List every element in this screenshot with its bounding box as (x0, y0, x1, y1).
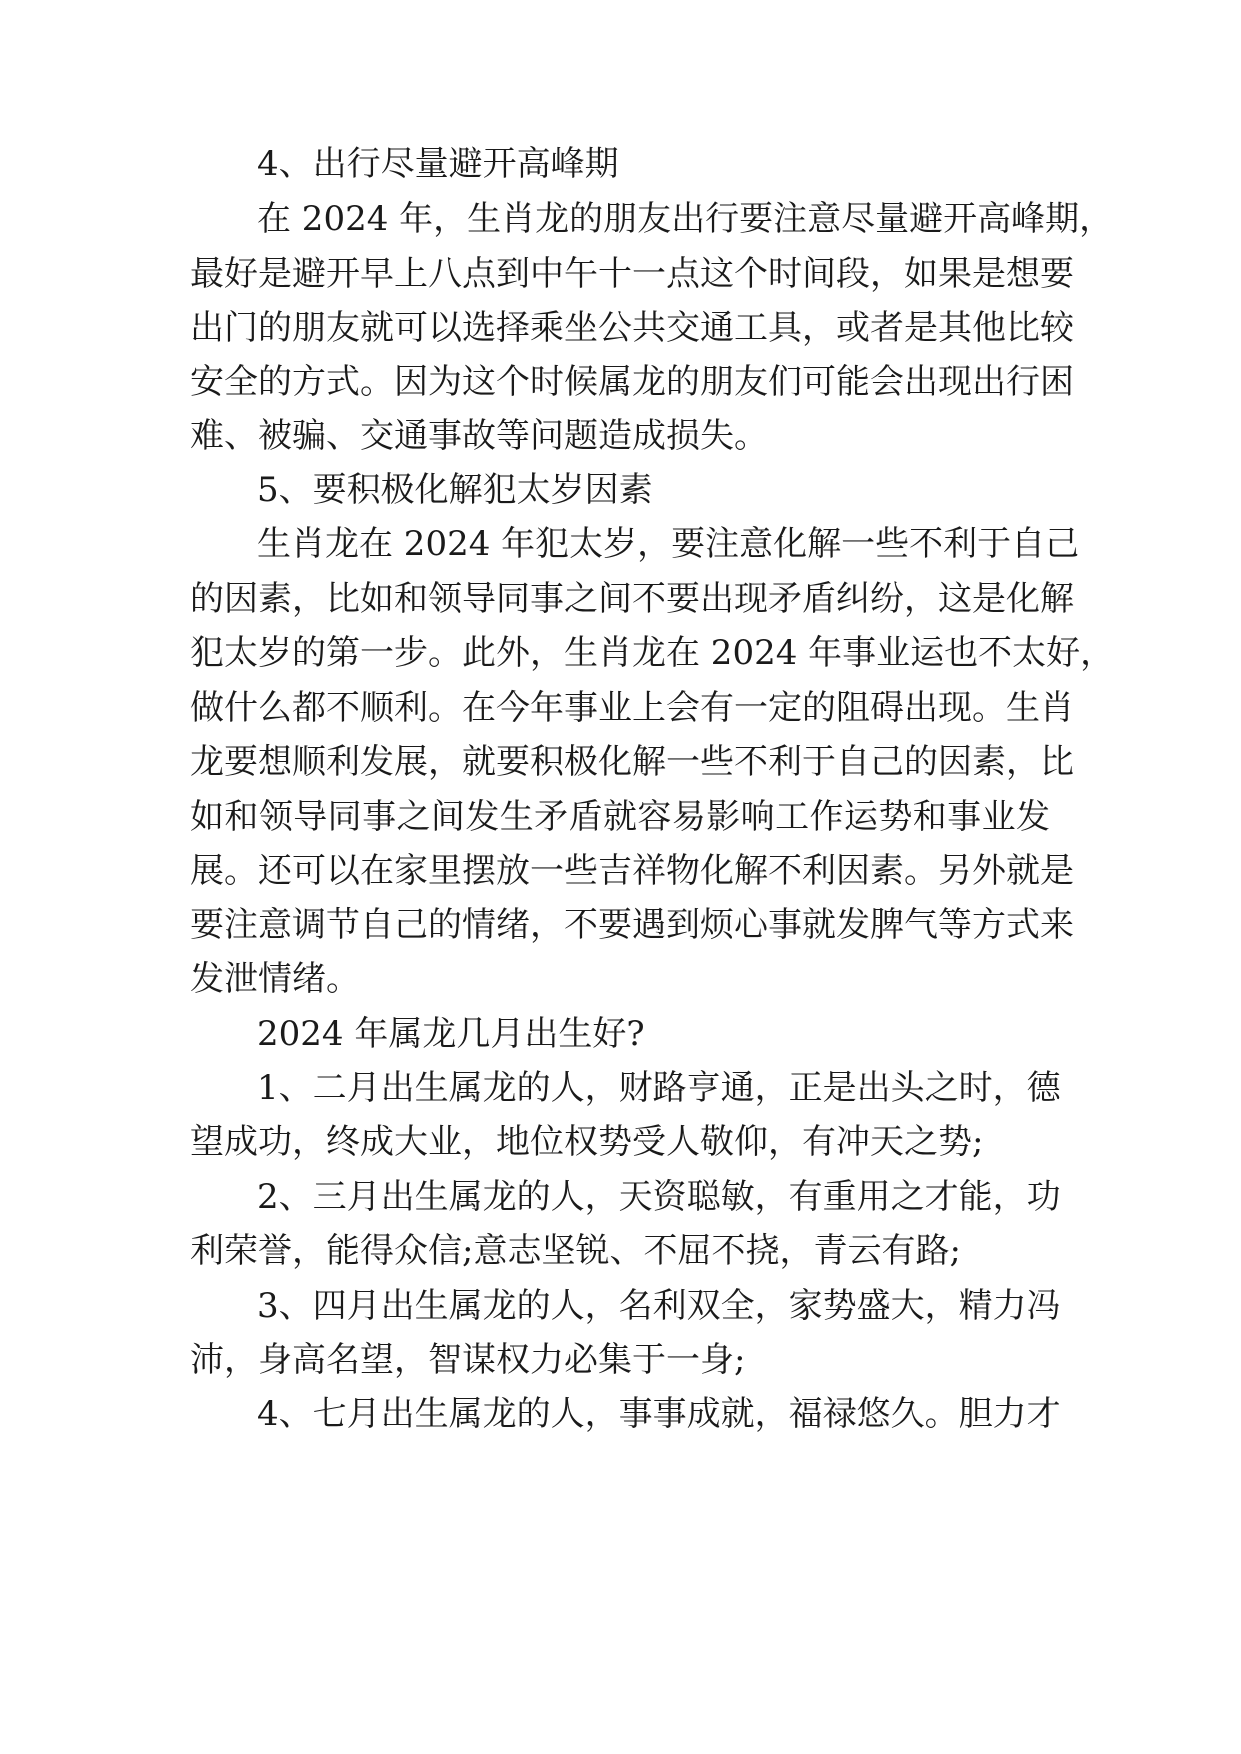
paragraph-line: 做什么都不顺利。在今年事业上会有一定的阻碍出现。生肖 (190, 688, 1074, 728)
heading-travel-peak: 4、出行尽量避开高峰期 (257, 144, 619, 184)
paragraph-line: 最好是避开早上八点到中午十一点这个时间段，如果是想要 (190, 254, 1074, 294)
paragraph-line: 龙要想顺利发展，就要积极化解一些不利于自己的因素，比 (190, 742, 1074, 782)
paragraph-line: 展。还可以在家里摆放一些吉祥物化解不利因素。另外就是 (190, 851, 1074, 891)
list-item-line: 沛，身高名望，智谋权力必集于一身; (190, 1340, 746, 1380)
paragraph-line: 如和领导同事之间发生矛盾就容易影响工作运势和事业发 (190, 797, 1050, 837)
paragraph-line: 犯太岁的第一步。此外，生肖龙在 2024 年事业运也不太好， (190, 633, 1115, 673)
list-item-line: 4、七月出生属龙的人，事事成就，福禄悠久。胆力才 (257, 1394, 1061, 1434)
list-item-line: 望成功，终成大业，地位权势受人敬仰，有冲天之势; (190, 1122, 984, 1162)
paragraph-line: 要注意调节自己的情绪，不要遇到烦心事就发脾气等方式来 (190, 905, 1074, 945)
paragraph-line: 出门的朋友就可以选择乘坐公共交通工具，或者是其他比较 (190, 308, 1074, 348)
paragraph-line: 发泄情绪。 (190, 959, 360, 999)
list-item-line: 2、三月出生属龙的人，天资聪敏，有重用之才能，功 (257, 1177, 1061, 1217)
list-item-line: 利荣誉，能得众信;意志坚锐、不屈不挠，青云有路; (190, 1231, 961, 1271)
heading-resolve-taisui: 5、要积极化解犯太岁因素 (257, 470, 653, 510)
list-item-line: 3、四月出生属龙的人，名利双全，家势盛大，精力冯 (257, 1286, 1061, 1326)
paragraph-line: 生肖龙在 2024 年犯太岁，要注意化解一些不利于自己 (257, 524, 1080, 564)
paragraph-line: 安全的方式。因为这个时候属龙的朋友们可能会出现出行困 (190, 362, 1074, 402)
paragraph-line: 的因素，比如和领导同事之间不要出现矛盾纠纷，这是化解 (190, 579, 1074, 619)
paragraph-line: 在 2024 年，生肖龙的朋友出行要注意尽量避开高峰期， (257, 199, 1114, 239)
paragraph-line: 难、被骗、交通事故等问题造成损失。 (190, 416, 768, 456)
list-item-line: 1、二月出生属龙的人，财路亨通，正是出头之时，德 (257, 1068, 1061, 1108)
heading-birth-month: 2024 年属龙几月出生好? (257, 1014, 645, 1054)
